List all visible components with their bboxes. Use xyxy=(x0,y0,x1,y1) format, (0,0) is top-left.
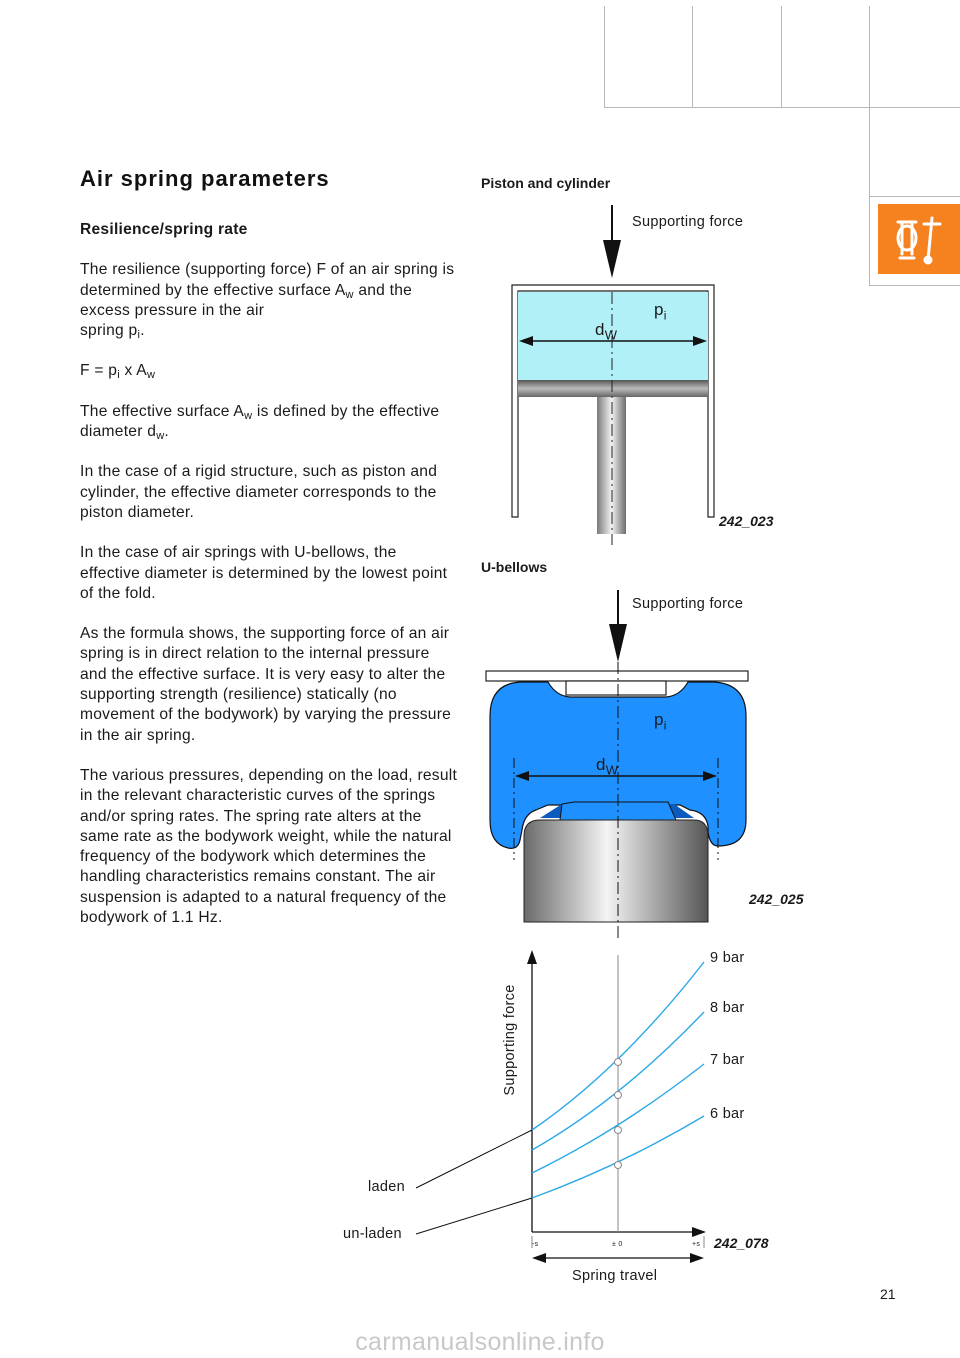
subheading: Resilience/spring rate xyxy=(80,221,248,238)
figure-caption-piston: Piston and cylinder xyxy=(481,175,611,191)
page-number: 21 xyxy=(880,1286,896,1302)
figure-number: 242_025 xyxy=(749,891,804,907)
curve-label-8-bar: 8 bar xyxy=(710,1000,745,1016)
paragraph-u-bellows: In the case of air springs with U-bellows, the effective diameter is determined by the lowest point of the fold. xyxy=(80,544,448,602)
paragraph-resilience: The resilience (supporting force) F of an air spring is determined by the effective surface $A_w$ and the excess pressure in the air spring $p_i$. xyxy=(80,261,455,342)
watermark: carmanualsonline.info xyxy=(355,1328,605,1356)
x-axis-label: Spring travel xyxy=(572,1268,658,1284)
pressure-label: $p_i$ xyxy=(654,710,667,733)
operating-point xyxy=(615,1092,622,1099)
operating-point xyxy=(615,1059,622,1066)
tick-zero: ± 0 xyxy=(612,1241,623,1248)
unladen-label: un-laden xyxy=(343,1226,402,1242)
diameter-label: $d_W$ xyxy=(595,320,618,343)
pressure-label: $p_i$ xyxy=(654,300,667,323)
operating-point xyxy=(615,1162,622,1169)
tick-minus-s: -s xyxy=(532,1241,539,1248)
curve-label-6-bar: 6 bar xyxy=(710,1106,745,1122)
tick-plus-s: +s xyxy=(692,1241,701,1248)
curve-label-7-bar: 7 bar xyxy=(710,1052,745,1068)
paragraph-effective-surface: The effective surface $A_w$ is defined by the effective diameter $d_w$. xyxy=(80,402,440,443)
paragraph-pressures: The various pressures, depending on the load, result in the relevant characteristic curves of the springs and/or spring rates. The spring rate alters at the same rate as the bodywork weight, while the natural frequency of the bodywork which determines the handling characteristics remains constant. The air suspension is adapted to a natural frequency of the bodywork of 1.1 Hz. xyxy=(80,766,458,927)
paragraph-rigid-structure: In the case of a rigid structure, such as piston and cylinder, the effective diameter corresponds to the piston diameter. xyxy=(80,463,438,521)
figure-caption-u-bellows: U-bellows xyxy=(481,559,548,575)
diameter-label: $d_W$ xyxy=(596,755,619,778)
operating-point xyxy=(615,1127,622,1134)
figure-number: 242_078 xyxy=(714,1235,769,1251)
page-title: Air spring parameters xyxy=(80,166,330,191)
y-axis-label: Supporting force xyxy=(502,984,518,1096)
curve-label-9-bar: 9 bar xyxy=(710,950,745,966)
force-label: Supporting force xyxy=(632,596,744,612)
laden-label: laden xyxy=(368,1179,405,1195)
figure-number: 242_023 xyxy=(719,513,774,529)
formula: $F = p_i$ x $A_w$ xyxy=(80,362,156,382)
paragraph-formula-explanation: As the formula shows, the supporting force of an air spring is in direct relation to the internal pressure and the effective surface. It is very easy to alter the supporting strength (resilience) statically (no movement of the bodywork) by varying the pressure in the air spring. xyxy=(80,625,452,744)
force-label: Supporting force xyxy=(632,214,744,230)
